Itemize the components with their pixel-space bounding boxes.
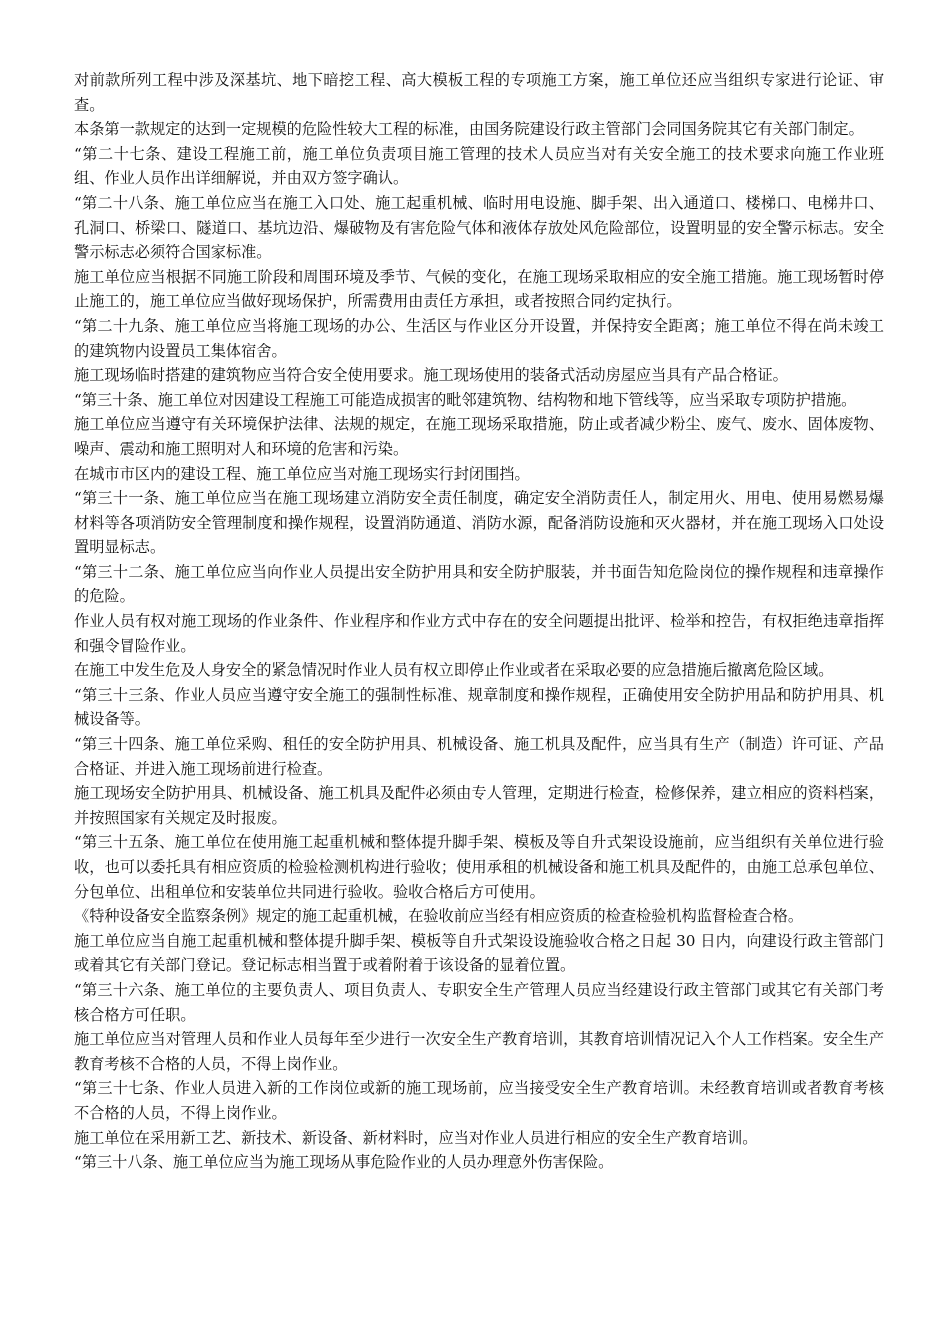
- paragraph: 施工现场临时搭建的建筑物应当符合安全使用要求。施工现场使用的装备式活动房屋应当具有产品合格证。: [74, 366, 788, 385]
- paragraph: “第三十五条、施工单位在使用施工起重机械和整体提升脚手架、模板及等自升式架设设施前，应当组织有关单位进行验收，也可以委托具有相应资质的检验检测机构进行验收；使用承租的机械设备和施工机具及配件的，由施工总承包单位、分包单位、出租单位和安装单位共同进行验收。验收合格后方可使用。: [74, 833, 884, 901]
- paragraph: “第三十四条、施工单位采购、租任的安全防护用具、机械设备、施工机具及配件，应当具有生产（制造）许可证、产品合格证、并进入施工现场前进行检查。: [74, 735, 884, 778]
- paragraph: 施工单位应当遵守有关环境保护法律、法规的规定，在施工现场采取措施，防止或者减少粉尘、废气、废水、固体废物、噪声、震动和施工照明对人和环境的危害和污染。: [74, 415, 884, 458]
- paragraph: “第二十八条、施工单位应当在施工入口处、施工起重机械、临时用电设施、脚手架、出入通道口、楼梯口、电梯井口、孔洞口、桥梁口、隧道口、基坑边沿、爆破物及有害危险气体和液体存放处风危险部位，设置明显的安全警示标志。安全警示标志必须符合国家标准。: [74, 193, 884, 262]
- paragraph: 在施工中发生危及人身安全的紧急情况时作业人员有权立即停止作业或者在采取必要的应急措施后撤离危险区域。: [74, 661, 834, 680]
- paragraph: 施工单位应当根据不同施工阶段和周围环境及季节、气候的变化，在施工现场采取相应的安全施工措施。施工现场暂时停止施工的，施工单位应当做好现场保护，所需费用由责任方承担，或者按照合同约定执行。: [74, 267, 884, 311]
- paragraph: “第二十七条、建设工程施工前，施工单位负责项目施工管理的技术人员应当对有关安全施工的技术要求向施工作业班组、作业人员作出详细解说，并由双方签字确认。: [74, 144, 884, 188]
- paragraph: 施工现场安全防护用具、机械设备、施工机具及配件必须由专人管理，定期进行检查，检修保养，建立相应的资料档案，并按照国家有关规定及时报废。: [74, 784, 884, 827]
- paragraph: “第三十条、施工单位对因建设工程施工可能造成损害的毗邻建筑物、结构物和地下管线等，应当采取专项防护措施。: [74, 390, 857, 409]
- paragraph: “第三十七条、作业人员进入新的工作岗位或新的施工现场前，应当接受安全生产教育培训。未经教育培训或者教育考核不合格的人员，不得上岗作业。: [74, 1079, 884, 1122]
- paragraph: 《特种设备安全监察条例》规定的施工起重机械，在验收前应当经有相应资质的检查检验机构监督检查合格。: [74, 907, 803, 926]
- paragraph: “第三十八条、施工单位应当为施工现场从事危险作业的人员办理意外伤害保险。: [74, 1153, 614, 1172]
- paragraph: 施工单位应当自施工起重机械和整体提升脚手架、模板等自升式架设设施验收合格之日起 30 日内，向建设行政主管部门或着其它有关部门登记。登记标志相当置于或着附着于该设备的显着位置。: [74, 931, 884, 975]
- paragraph: 施工单位在采用新工艺、新技术、新设备、新材料时，应当对作业人员进行相应的安全生产教育培训。: [74, 1128, 758, 1147]
- paragraph: “第三十三条、作业人员应当遵守安全施工的强制性标准、规章制度和操作规程，正确使用安全防护用品和防护用具、机械设备等。: [74, 685, 884, 729]
- paragraph: “第三十一条、施工单位应当在施工现场建立消防安全责任制度，确定安全消防责任人，制定用火、用电、使用易燃易爆材料等各项消防安全管理制度和操作规程，设置消防通道、消防水源，配备消防设施和灭火器材，并在施工现场入口处设置明显标志。: [74, 489, 884, 557]
- paragraph: 在城市市区内的建设工程、施工单位应当对施工现场实行封闭围挡。: [74, 464, 530, 483]
- paragraph: “第三十二条、施工单位应当向作业人员提出安全防护用具和安全防护服装，并书面告知危险岗位的操作规程和违章操作的危险。: [74, 562, 884, 606]
- paragraph: 对前款所列工程中涉及深基坑、地下暗挖工程、高大模板工程的专项施工方案，施工单位还应当组织专家进行论证、审查。: [74, 71, 884, 114]
- paragraph: “第三十六条、施工单位的主要负责人、项目负责人、专职安全生产管理人员应当经建设行政主管部门或其它有关部门考核合格方可任职。: [74, 980, 884, 1024]
- paragraph: 作业人员有权对施工现场的作业条件、作业程序和作业方式中存在的安全问题提出批评、检举和控告，有权拒绝违章指挥和强令冒险作业。: [74, 612, 884, 655]
- paragraph: “第二十九条、施工单位应当将施工现场的办公、生活区与作业区分开设置，并保持安全距离；施工单位不得在尚未竣工的建筑物内设置员工集体宿舍。: [74, 316, 884, 360]
- paragraph: 本条第一款规定的达到一定规模的危险性较大工程的标准，由国务院建设行政主管部门会同国务院其它有关部门制定。: [74, 120, 864, 139]
- paragraph: 施工单位应当对管理人员和作业人员每年至少进行一次安全生产教育培训，其教育培训情况记入个人工作档案。安全生产教育考核不合格的人员，不得上岗作业。: [74, 1030, 884, 1073]
- document-body: [74, 68, 884, 1175]
